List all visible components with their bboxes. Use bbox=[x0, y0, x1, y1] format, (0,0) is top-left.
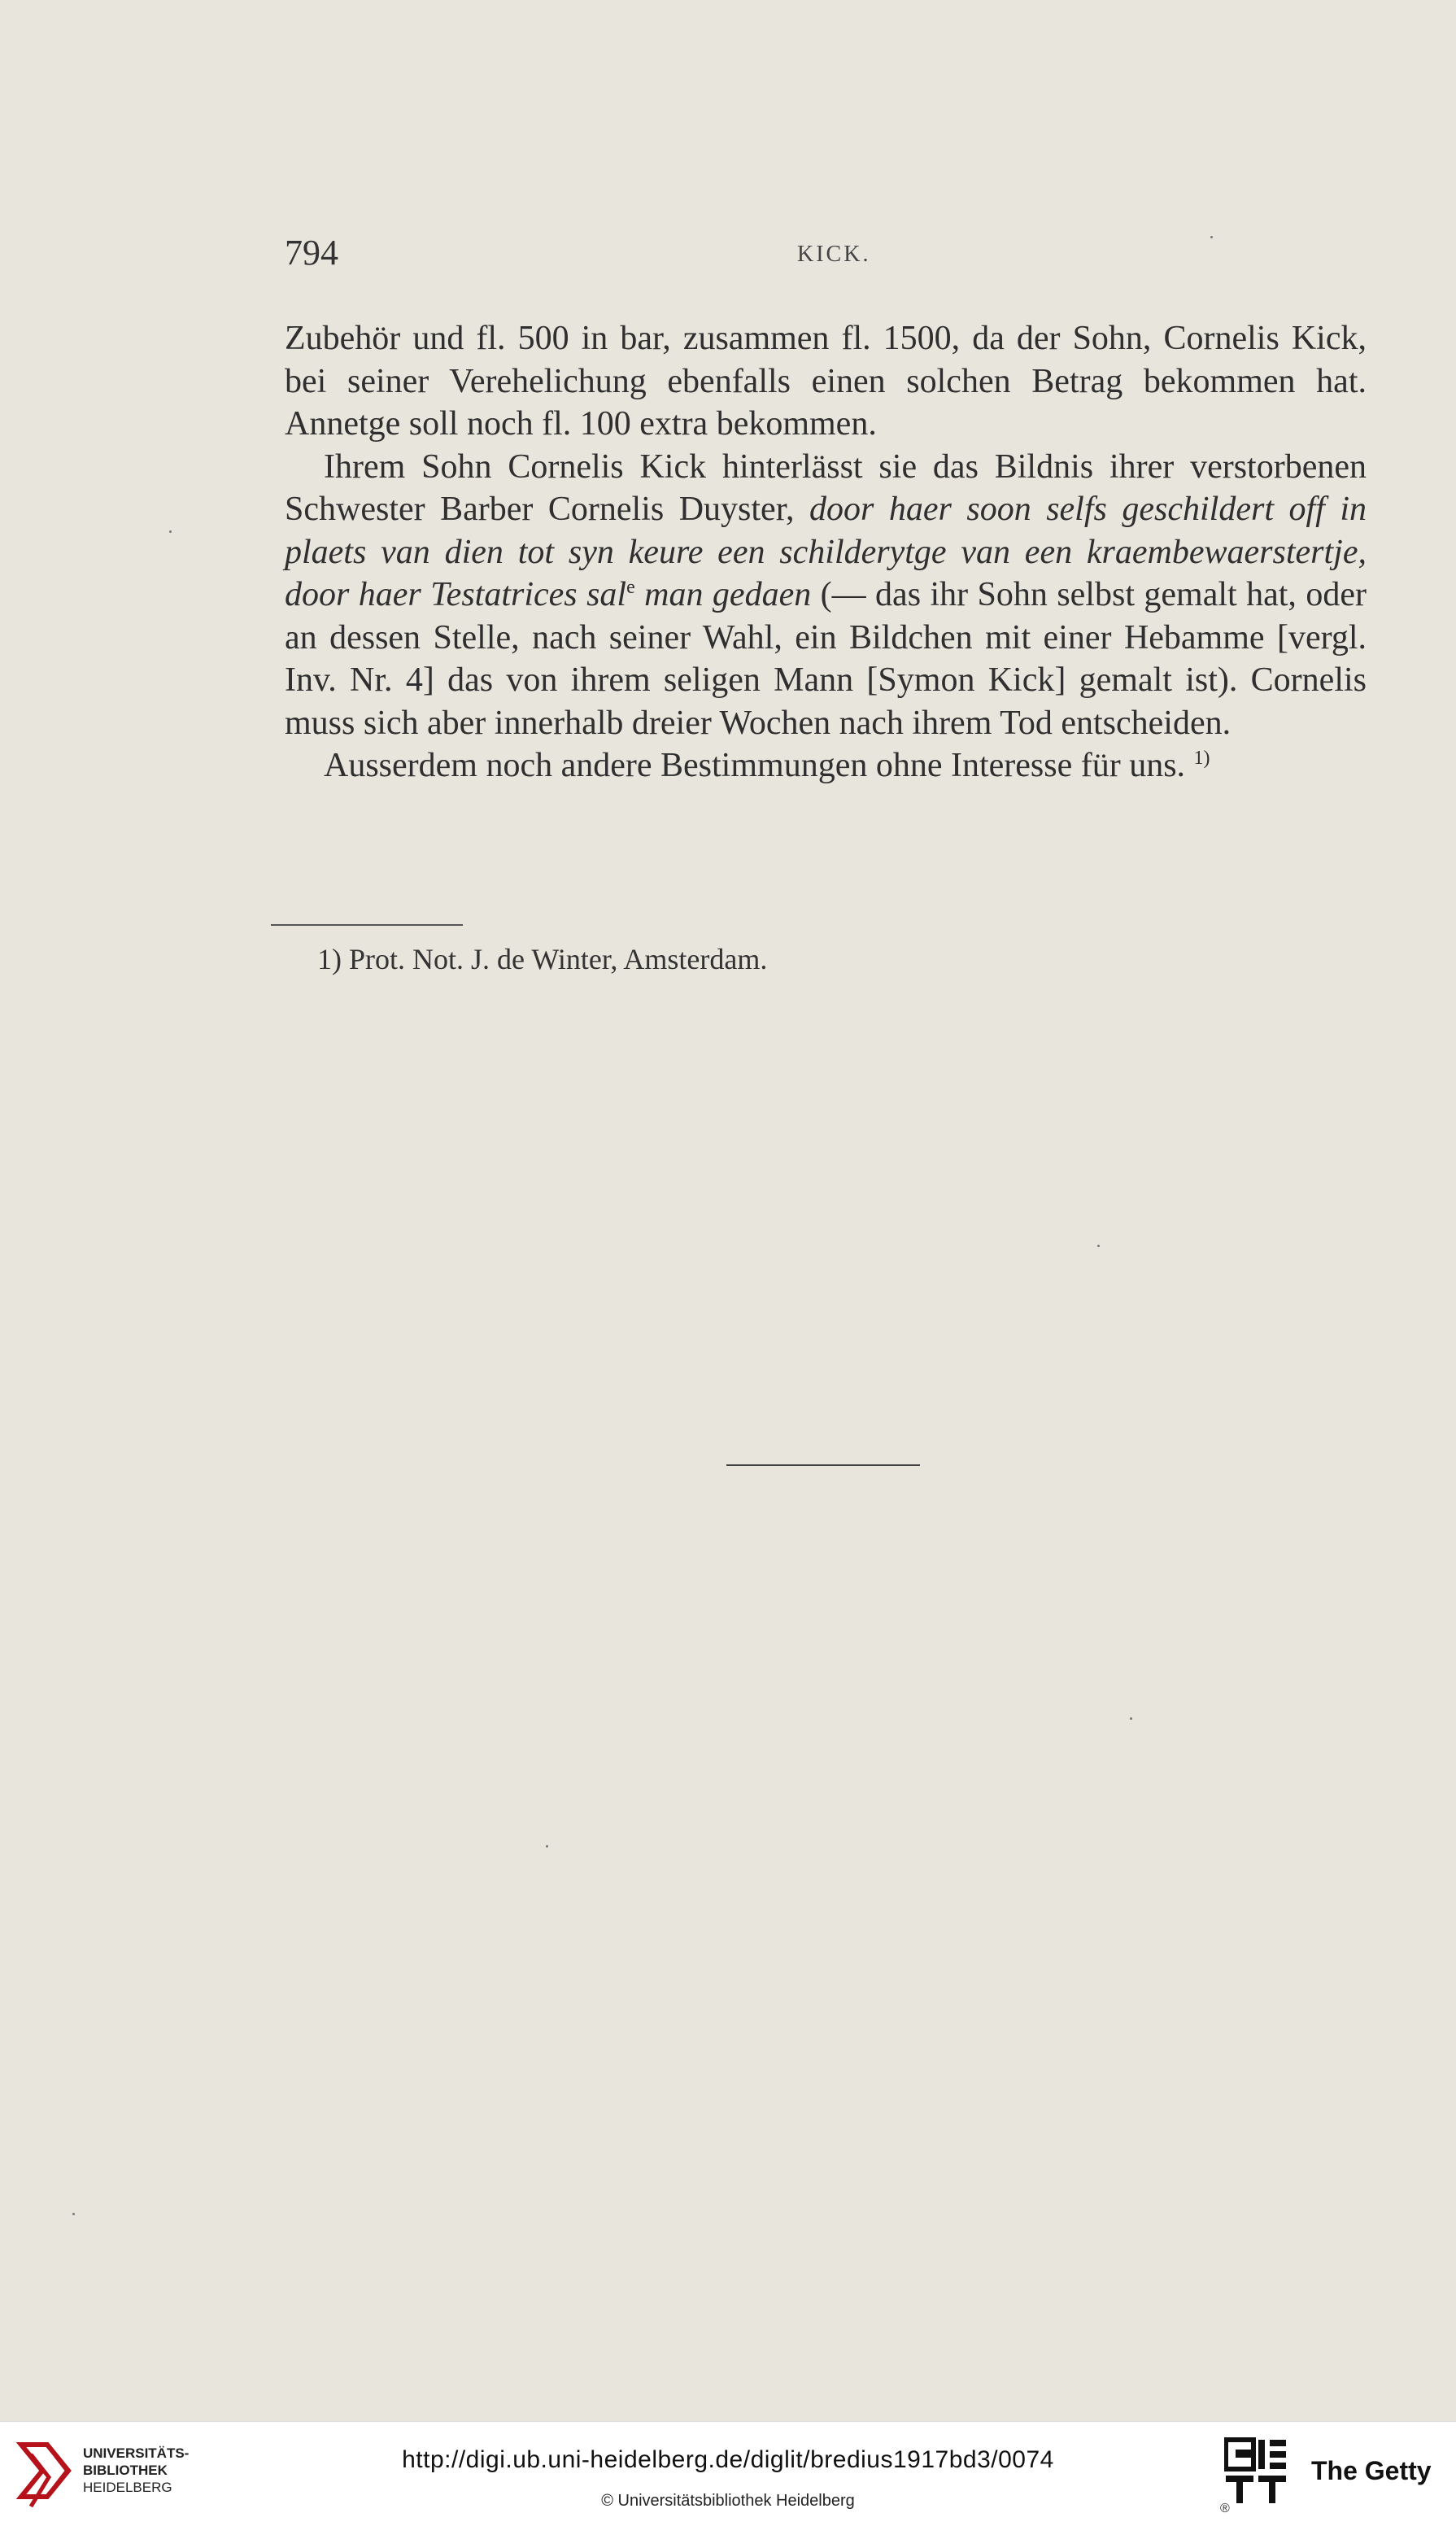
paragraph-2-dutch-quote: door haer soon selfs geschildert off in plaets van dien tot syn keure een schilderytge van een kraembewaerstertje, door haer Testatrices sal bbox=[285, 491, 1367, 613]
registered-mark: ® bbox=[1220, 2502, 1230, 2515]
footnote: 1) Prot. Not. J. de Winter, Amsterdam. bbox=[317, 943, 768, 975]
permalink[interactable]: http://digi.ub.uni-heidelberg.de/diglit/bredius1917bd3/0074 bbox=[402, 2446, 1054, 2473]
paragraph-2-text-b: (— das ihr Sohn selbst gemalt hat, oder an dessen Stelle, nach seiner Wahl, ein Bildchen mit einer Hebamme [vergl. Inv. Nr. 4] das von ihrem seligen Mann [Symon Kick] gemalt ist). Cornelis muss sich aber innerhalb dreier Wochen nach ihrem Tod entscheiden. bbox=[285, 576, 1367, 742]
paragraph-1: Zubehör und fl. 500 in bar, zusammen fl. 1500, da der Sohn, Cornelis Kick, bei seiner Verehelichung ebenfalls einen solchen Betrag bekommen hat. Annetge soll noch fl. 100 extra bekommen. bbox=[285, 320, 1367, 443]
paragraph-3-text: Ausserdem noch andere Bestimmungen ohne Interesse für uns. bbox=[324, 747, 1186, 784]
paragraph-2-text-a: Ihrem Sohn Cornelis Kick hinterlässt sie das Bildnis ihrer verstorbenen Schwester Barber Cornelis Duyster, bbox=[285, 447, 1367, 528]
running-title: KICK. bbox=[797, 242, 871, 267]
paper-speck bbox=[1210, 236, 1213, 238]
page-number: 794 bbox=[285, 233, 338, 273]
paragraph-2 bbox=[285, 446, 1367, 745]
library-name-line-1: UNIVERSITÄTS- bbox=[83, 2445, 190, 2461]
copyright-notice: © Universitätsbibliothek Heidelberg bbox=[601, 2492, 855, 2510]
getty-logo-icon bbox=[1224, 2437, 1288, 2506]
footnote-reference: 1) bbox=[1193, 748, 1210, 769]
digitization-footer bbox=[0, 2421, 1456, 2526]
paragraph-2-superscript: e bbox=[626, 577, 635, 598]
paper-speck bbox=[169, 530, 172, 533]
paper-speck bbox=[72, 2213, 75, 2215]
footnote-rule bbox=[271, 924, 463, 926]
body-text bbox=[285, 317, 1367, 787]
page-header bbox=[285, 232, 1367, 273]
library-name-line-3: HEIDELBERG bbox=[83, 2480, 172, 2495]
paper-speck bbox=[1097, 1245, 1100, 1247]
end-rule bbox=[726, 1464, 920, 1466]
paper-speck bbox=[546, 1845, 548, 1848]
paragraph-3 bbox=[285, 744, 1367, 787]
partner-name: The Getty bbox=[1311, 2456, 1432, 2485]
paper-speck bbox=[1130, 1717, 1132, 1720]
paragraph-2-dutch-quote-end: man gedaen bbox=[634, 576, 812, 613]
library-name-line-2: BIBLIOTHEK bbox=[83, 2463, 168, 2478]
